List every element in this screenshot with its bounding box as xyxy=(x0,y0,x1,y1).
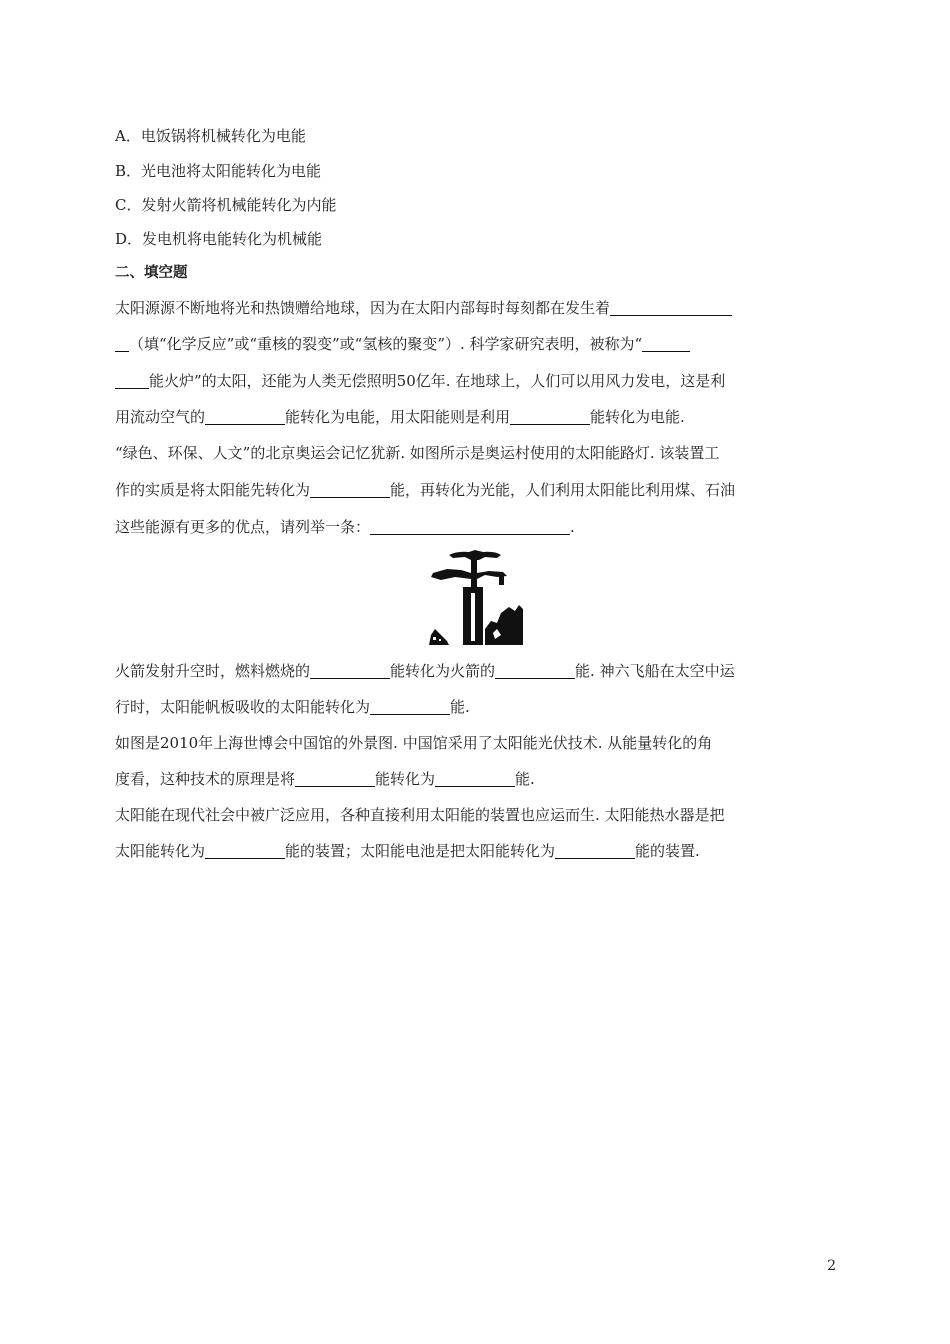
answer-blank[interactable] xyxy=(295,770,375,787)
option-a: A．电饭锅将机械转化为电能 xyxy=(115,127,306,145)
option-d: D．发电机将电能转化为机械能 xyxy=(115,230,323,248)
q5-text-2b: 能的装置；太阳能电池是把太阳能转化为 xyxy=(285,842,556,860)
answer-blank[interactable] xyxy=(370,518,570,535)
q1-line-2 xyxy=(115,333,690,355)
q4-line-1: 如图是2010年上海世博会中国馆的外景图. 中国馆采用了太阳能光伏技术. 从能量转化的角 xyxy=(115,734,713,752)
q1-text-4c: 能转化为电能. xyxy=(590,408,685,426)
q4-text-2b: 能转化为 xyxy=(375,770,436,788)
q3-line-2 xyxy=(115,696,470,718)
answer-blank[interactable] xyxy=(610,299,732,316)
answer-blank[interactable] xyxy=(205,842,285,859)
q5-line-2 xyxy=(115,840,700,862)
q1-text-4a: 用流动空气的 xyxy=(115,408,206,426)
answer-blank[interactable] xyxy=(642,335,690,352)
q4-line-2 xyxy=(115,768,535,790)
q4-text-2c: 能. xyxy=(515,770,535,788)
answer-blank[interactable] xyxy=(310,662,390,679)
q1-text-2: （填“化学反应”或“重核的裂变”或“氢核的聚变”）. 科学家研究表明，被称为“ xyxy=(129,335,643,353)
q1-text-3: 能火炉”的太阳，还能为人类无偿照明50亿年. 在地球上，人们可以用风力发电，这是利 xyxy=(149,372,726,390)
q1-line-4 xyxy=(115,406,685,428)
q2-line-2 xyxy=(115,479,735,501)
q5-text-2c: 能的装置. xyxy=(635,842,700,860)
answer-blank[interactable] xyxy=(310,481,390,498)
q3-text-1a: 火箭发射升空时，燃料燃烧的 xyxy=(115,662,311,680)
page-number: 2 xyxy=(827,1258,836,1274)
solar-street-lamp-image xyxy=(427,549,523,645)
q2-text-2a: 作的实质是将太阳能先转化为 xyxy=(115,481,311,499)
q1-line-3 xyxy=(115,370,725,392)
q1-text-1: 太阳源源不断地将光和热馈赠给地球，因为在太阳内部每时每刻都在发生着 xyxy=(115,299,611,317)
answer-blank[interactable] xyxy=(370,698,450,715)
q2-text-3b: . xyxy=(570,518,575,536)
q4-text-2a: 度看，这种技术的原理是将 xyxy=(115,770,296,788)
q3-text-2b: 能. xyxy=(450,698,470,716)
q3-line-1 xyxy=(115,660,735,682)
q5-line-1: 太阳能在现代社会中被广泛应用，各种直接利用太阳能的装置也应运而生. 太阳能热水器是把 xyxy=(115,806,725,824)
answer-blank[interactable] xyxy=(205,408,285,425)
q3-text-1c: 能. 神六飞船在太空中运 xyxy=(575,662,735,680)
q2-line-1: “绿色、环保、人文”的北京奥运会记忆犹新. 如图所示是奥运村使用的太阳能路灯. 该装置工 xyxy=(115,444,720,462)
answer-blank-continuation[interactable] xyxy=(115,335,129,352)
answer-blank[interactable] xyxy=(435,770,515,787)
answer-blank[interactable] xyxy=(555,842,635,859)
q1-text-4b: 能转化为电能，用太阳能则是利用 xyxy=(285,408,511,426)
section-title: 二、填空题 xyxy=(115,265,188,281)
answer-blank[interactable] xyxy=(510,408,590,425)
q2-text-3a: 这些能源有更多的优点，请列举一条： xyxy=(115,518,371,536)
q5-text-2a: 太阳能转化为 xyxy=(115,842,206,860)
answer-blank[interactable] xyxy=(495,662,575,679)
option-c: C．发射火箭将机械能转化为内能 xyxy=(115,196,337,214)
answer-blank-continuation[interactable] xyxy=(115,372,149,389)
q2-text-2b: 能，再转化为光能，人们利用太阳能比利用煤、石油 xyxy=(390,481,736,499)
option-b: B．光电池将太阳能转化为电能 xyxy=(115,162,322,180)
q3-text-2a: 行时，太阳能帆板吸收的太阳能转化为 xyxy=(115,698,371,716)
q2-line-3 xyxy=(115,516,575,538)
q3-text-1b: 能转化为火箭的 xyxy=(390,662,496,680)
q1-line-1 xyxy=(115,297,732,319)
